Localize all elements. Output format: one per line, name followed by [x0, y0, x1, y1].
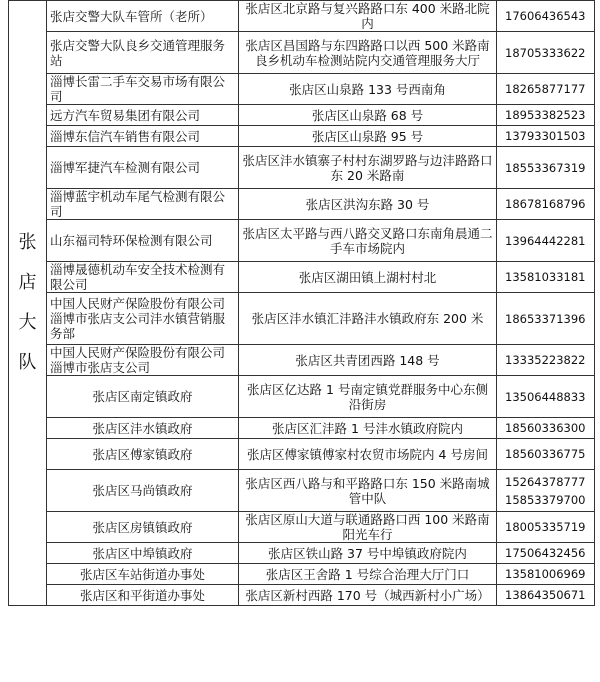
- row-phone: [497, 439, 595, 470]
- row-name: 张店区南定镇政府: [47, 376, 239, 418]
- row-address: 张店区北京路与复兴路路口东 400 米路北院内: [239, 1, 497, 32]
- phone-number: 13506448833: [505, 389, 586, 404]
- table-row: [9, 220, 595, 262]
- row-phone: [497, 126, 595, 147]
- phone-number: 13335223822: [505, 353, 586, 367]
- row-phone: [497, 376, 595, 418]
- row-address: 张店区共青团西路 148 号: [239, 345, 497, 376]
- phone-number: 13581033181: [505, 270, 586, 284]
- row-name: 张店交警大队良乡交通管理服务站: [47, 32, 239, 74]
- group-label: 张店大队: [9, 1, 47, 606]
- table-body: [9, 1, 595, 606]
- row-name: 张店区和平街道办事处: [47, 585, 239, 606]
- row-phone: [497, 470, 595, 512]
- table-row: [9, 147, 595, 189]
- row-name: 张店区傅家镇政府: [47, 439, 239, 470]
- row-address: 张店区王舍路 1 号综合治理大厅门口: [239, 564, 497, 585]
- row-phone: [497, 345, 595, 376]
- table-row: [9, 345, 595, 376]
- row-address: 张店区铁山路 37 号中埠镇政府院内: [239, 543, 497, 564]
- row-phone: [497, 293, 595, 345]
- table-row: [9, 189, 595, 220]
- row-phone: [497, 585, 595, 606]
- row-phone: [497, 220, 595, 262]
- phone-number: 13793301503: [505, 129, 586, 143]
- row-name: 淄博晟德机动车安全技术检测有限公司: [47, 262, 239, 293]
- row-phone: [497, 189, 595, 220]
- row-address: 张店区山泉路 68 号: [239, 105, 497, 126]
- table-row: [9, 439, 595, 470]
- phone-number: 13964442281: [505, 233, 586, 248]
- phone-number: 17606436543: [505, 9, 586, 23]
- phone-number: 13581006969: [505, 567, 586, 581]
- row-address: 张店区昌国路与东四路路口以西 500 米路南良乡机动车检测站院内交通管理服务大厅: [239, 32, 497, 74]
- row-name: 张店交警大队车管所（老所）: [47, 1, 239, 32]
- table-row: [9, 512, 595, 543]
- row-address: 张店区汇沣路 1 号沣水镇政府院内: [239, 418, 497, 439]
- row-address: 张店区沣水镇汇沣路沣水镇政府东 200 米: [239, 293, 497, 345]
- contact-table: [8, 0, 595, 606]
- table-row: [9, 126, 595, 147]
- row-phone: [497, 1, 595, 32]
- row-address: 张店区山泉路 133 号西南角: [239, 74, 497, 105]
- row-name: 张店区沣水镇政府: [47, 418, 239, 439]
- row-address: 张店区山泉路 95 号: [239, 126, 497, 147]
- row-name: 中国人民财产保险股份有限公司淄博市张店支公司: [47, 345, 239, 376]
- phone-number: 13864350671: [505, 588, 586, 602]
- table-row: [9, 564, 595, 585]
- row-phone: [497, 32, 595, 74]
- phone-number: 15853379700: [505, 492, 586, 507]
- row-name: 淄博蓝宇机动车尾气检测有限公司: [47, 189, 239, 220]
- row-phone: [497, 543, 595, 564]
- table-row: [9, 32, 595, 74]
- phone-number: 17506432456: [505, 546, 586, 560]
- phone-number: 18678168796: [505, 197, 586, 211]
- row-phone: [497, 512, 595, 543]
- row-name: 张店区马尚镇政府: [47, 470, 239, 512]
- row-address: 张店区傅家镇傅家村农贸市场院内 4 号房间: [239, 439, 497, 470]
- row-address: 张店区新村西路 170 号（城西新村小广场）: [239, 585, 497, 606]
- row-phone: [497, 564, 595, 585]
- phone-number: 15264378777: [505, 474, 586, 489]
- row-address: 张店区湖田镇上湖村村北: [239, 262, 497, 293]
- phone-number: 18953382523: [505, 108, 586, 122]
- phone-number: 18705333622: [505, 45, 586, 60]
- row-address: 张店区沣水镇寨子村村东湖罗路与边沣路路口东 20 米路南: [239, 147, 497, 189]
- row-name: 中国人民财产保险股份有限公司淄博市张店支公司沣水镇营销服务部: [47, 293, 239, 345]
- row-name: 淄博东信汽车销售有限公司: [47, 126, 239, 147]
- phone-number: 18265877177: [505, 82, 586, 96]
- row-phone: [497, 74, 595, 105]
- table-row: [9, 293, 595, 345]
- table-row: [9, 470, 595, 512]
- row-phone: [497, 147, 595, 189]
- table-row: [9, 1, 595, 32]
- table-row: [9, 262, 595, 293]
- row-name: 淄博军捷汽车检测有限公司: [47, 147, 239, 189]
- table-row: [9, 376, 595, 418]
- row-address: 张店区洪沟东路 30 号: [239, 189, 497, 220]
- row-name: 淄博长雷二手车交易市场有限公司: [47, 74, 239, 105]
- phone-number: 18653371396: [505, 311, 586, 326]
- row-address: 张店区原山大道与联通路路口西 100 米路南阳光车行: [239, 512, 497, 543]
- row-name: 张店区中埠镇政府: [47, 543, 239, 564]
- phone-number: 18005335719: [505, 520, 586, 534]
- table-row: [9, 418, 595, 439]
- phone-number: 18553367319: [505, 160, 586, 175]
- row-address: 张店区西八路与和平路路口东 150 米路南城管中队: [239, 470, 497, 512]
- phone-number: 18560336775: [505, 447, 586, 461]
- row-address: 张店区太平路与西八路交叉路口东南角晨通二手车市场院内: [239, 220, 497, 262]
- row-name: 张店区房镇镇政府: [47, 512, 239, 543]
- row-phone: [497, 418, 595, 439]
- phone-number: 18560336300: [505, 421, 586, 435]
- row-address: 张店区亿达路 1 号南定镇党群服务中心东侧沿街房: [239, 376, 497, 418]
- row-phone: [497, 262, 595, 293]
- row-name: 远方汽车贸易集团有限公司: [47, 105, 239, 126]
- row-name: 山东福司特环保检测有限公司: [47, 220, 239, 262]
- row-phone: [497, 105, 595, 126]
- table-row: [9, 74, 595, 105]
- table-row: [9, 585, 595, 606]
- table-row: [9, 543, 595, 564]
- row-name: 张店区车站街道办事处: [47, 564, 239, 585]
- table-row: [9, 105, 595, 126]
